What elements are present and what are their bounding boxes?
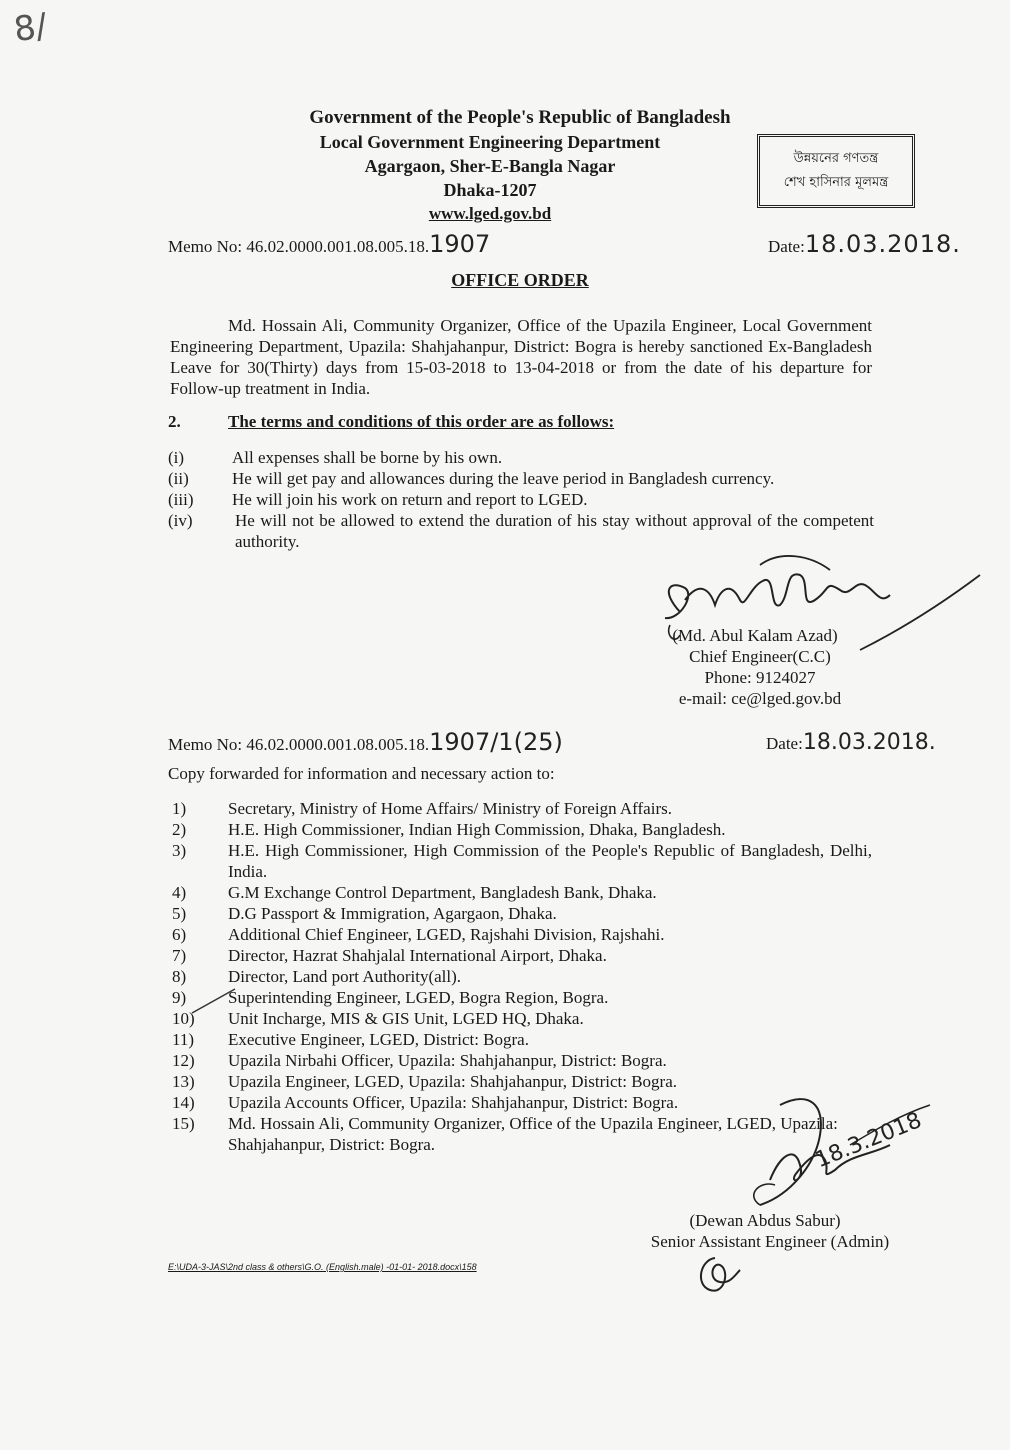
list-item-number: 6) [172, 925, 187, 944]
list-item-text: Superintending Engineer, LGED, Bogra Region, Bogra. [228, 988, 609, 1007]
list-item-text: Md. Hossain Ali, Community Organizer, Office of the Upazila Engineer, LGED, Upazila: Shahjahanpur, District: Bogra. [228, 1114, 838, 1154]
signatory-1-phone: Phone: 9124027 [704, 668, 816, 687]
list-item [172, 1050, 872, 1071]
letterhead [200, 106, 840, 226]
list-item-text: He will not be allowed to extend the duration of his stay without approval of the competent authority. [235, 511, 874, 551]
signatory-2-name: (Dewan Abdus Sabur) [689, 1211, 841, 1230]
handwritten-date: 18.03.2018. [802, 730, 936, 755]
list-item [168, 468, 874, 489]
list-item [172, 1008, 872, 1029]
memo-line-2 [168, 728, 768, 756]
date-label: Date: [768, 237, 805, 256]
memo-handwritten-number: 1907 [429, 230, 491, 258]
list-item-number: 12) [172, 1051, 195, 1070]
letterhead-address: Agargaon, Sher-E-Bangla Nagar [364, 156, 616, 176]
office-order-title: OFFICE ORDER [451, 270, 589, 290]
list-item [172, 945, 872, 966]
list-item [172, 819, 872, 840]
slogan-box [757, 134, 915, 208]
memo-number-label: Memo No: 46.02.0000.001.08.005.18. [168, 237, 430, 256]
list-item-number: (ii) [168, 469, 189, 488]
copy-forwarded-heading: Copy forwarded for information and necessary action to: [168, 764, 555, 783]
signatory-1-email: e-mail: ce@lged.gov.bd [678, 689, 842, 708]
terms-list [168, 447, 874, 552]
list-item-number: (i) [168, 448, 185, 467]
signatory-1-title: Chief Engineer(C.C) [689, 647, 831, 666]
list-item [168, 510, 874, 552]
terms-heading: The terms and conditions of this order are as follows: [228, 412, 615, 431]
memo-date-1 [768, 230, 1008, 258]
list-item [168, 447, 874, 468]
list-item-text: Upazila Engineer, LGED, Upazila: Shahjahanpur, District: Bogra. [228, 1072, 677, 1091]
list-item-number: 4) [172, 883, 187, 902]
signatory-1-name: (Md. Abul Kalam Azad) [672, 626, 838, 645]
list-item-number: 5) [172, 904, 187, 923]
list-item-number: (iv) [168, 511, 193, 530]
list-item-number: 13) [172, 1072, 195, 1091]
list-item-number: 1) [172, 799, 187, 818]
terms-heading-row [168, 411, 888, 432]
letterhead-website: www.lged.gov.bd [428, 204, 552, 223]
list-item-number: 2) [172, 820, 187, 839]
list-item-number: 11) [172, 1030, 195, 1049]
order-paragraph [170, 315, 872, 399]
list-item-text: Additional Chief Engineer, LGED, Rajshahi Division, Rajshahi. [228, 925, 665, 944]
list-item-text: Unit Incharge, MIS & GIS Unit, LGED HQ, Dhaka. [228, 1009, 584, 1028]
memo-date-2 [766, 732, 1006, 754]
date-label: Date: [766, 734, 803, 753]
list-item [172, 903, 872, 924]
list-item-text: All expenses shall be borne by his own. [232, 448, 503, 467]
list-item-number: 8) [172, 967, 187, 986]
order-paragraph-text: Md. Hossain Ali, Community Organizer, Office of the Upazila Engineer, Local Government Engineering Department, Upazila: Shahjahanpur, District: Bogra is hereby sanctioned Ex-Bangladesh Leave for 30(Thirty) days from 15-03-2018 to 13-04-2018 or from the date of his departure for Follow-up treatment in India. [170, 316, 872, 398]
list-item-text: Director, Land port Authority(all). [228, 967, 462, 986]
list-item [172, 966, 872, 987]
list-item-text: G.M Exchange Control Department, Bangladesh Bank, Dhaka. [228, 883, 657, 902]
list-item [172, 987, 872, 1008]
memo-number-label: Memo No: 46.02.0000.001.08.005.18. [168, 735, 430, 754]
list-item-text: Director, Hazrat Shahjalal International Airport, Dhaka. [228, 946, 607, 965]
list-item [172, 840, 872, 882]
signature-2-handwritten-date: 18.3.2018 [812, 1108, 926, 1174]
footer-file-path: E:\UDA-3-JAS\2nd class & others\G.O. (English.male) -01-01- 2018.docx\158 [168, 1262, 477, 1272]
list-item-text: Upazila Accounts Officer, Upazila: Shahjahanpur, District: Bogra. [228, 1093, 679, 1112]
list-item-text: Secretary, Ministry of Home Affairs/ Ministry of Foreign Affairs. [228, 799, 672, 818]
list-item [172, 798, 872, 819]
list-item-number: 3) [172, 841, 187, 860]
list-item [172, 882, 872, 903]
list-item-number: (iii) [168, 490, 194, 509]
letterhead-govt: Government of the People's Republic of Bangladesh [309, 107, 731, 128]
pen-tick-mark [190, 985, 250, 1015]
list-item-text: D.G Passport & Immigration, Agargaon, Dhaka. [228, 904, 557, 923]
list-item-text: H.E. High Commissioner, High Commission of the People's Republic of Bangladesh, Delhi, India. [228, 841, 872, 881]
list-item-text: Executive Engineer, LGED, District: Bogra. [228, 1030, 529, 1049]
initial-mark [690, 1250, 750, 1300]
slogan-line-1: উন্নয়নের গণতন্ত্র [793, 151, 879, 166]
list-item [168, 489, 874, 510]
list-item-number: 15) [172, 1114, 195, 1133]
list-item-number: 10) [172, 1009, 195, 1028]
signatory-2-block [620, 1210, 920, 1252]
list-item-number: 7) [172, 946, 187, 965]
corner-mark: 8/ [11, 5, 50, 51]
signatory-2-title: Senior Assistant Engineer (Admin) [650, 1232, 890, 1251]
list-item [172, 1029, 872, 1050]
list-item-number: 14) [172, 1093, 195, 1112]
terms-number: 2. [168, 412, 181, 431]
letterhead-dept: Local Government Engineering Department [319, 132, 661, 152]
memo-handwritten-number: 1907/1(25) [429, 728, 563, 756]
list-item-text: H.E. High Commissioner, Indian High Commission, Dhaka, Bangladesh. [228, 820, 726, 839]
handwritten-date: 18.03.2018. [804, 230, 961, 258]
signatory-1-block [640, 625, 880, 709]
list-item-number: 9) [172, 988, 187, 1007]
list-item-text: Upazila Nirbahi Officer, Upazila: Shahjahanpur, District: Bogra. [228, 1051, 667, 1070]
list-item-text: He will join his work on return and report to LGED. [232, 490, 588, 509]
list-item-text: He will get pay and allowances during the leave period in Bangladesh currency. [232, 469, 775, 488]
slogan-line-2: শেখ হাসিনার মূলমন্ত্র [783, 175, 889, 190]
list-item [172, 924, 872, 945]
letterhead-city: Dhaka-1207 [443, 180, 537, 200]
